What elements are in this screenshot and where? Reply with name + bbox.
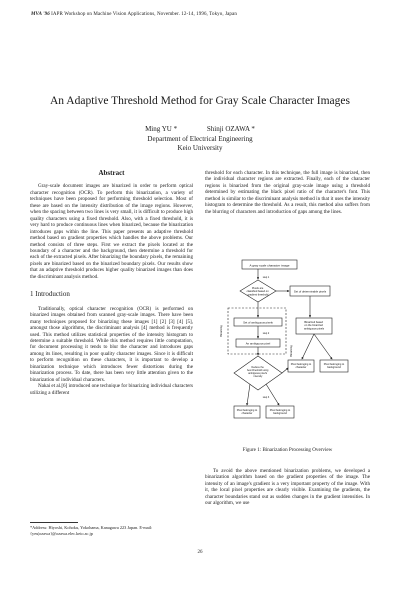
binarization-flowchart — [210, 256, 370, 441]
footnote-rule — [30, 522, 78, 523]
university: Keio University — [177, 144, 223, 152]
abstract-heading: Abstract — [98, 169, 125, 177]
flow-ambiguous-pixel-label: An ambiguous pixel — [245, 341, 271, 346]
paper-title: An Adaptive Threshold Method for Gray Scale Character Images — [50, 95, 350, 107]
introduction-heading: 1 Introduction — [30, 290, 70, 299]
flow-pixel-char-2: Pixel belonging to character — [236, 409, 258, 416]
left-column — [30, 170, 193, 396]
flow-pixel-bg-2: Pixel belonging to background — [269, 409, 291, 416]
right-paragraph-1: threshold for each character. In this technique, the full image is binarized, then the individual character regions are extracted. Finally, each of the character regions is binarized from the original gray-scale image using a threshold determined by estimating the black pixel ratio of the character's font. This method is similar to the discriminant analysis method in that it uses the intensity histogram to determine the threshold. As a result, this method also suffers from the blurring of characters and introduction of gaps among the lines. — [205, 170, 370, 215]
author-2: Shinji OZAWA * — [206, 125, 255, 133]
department: Department of Electrical Engineering — [147, 134, 253, 143]
flow-pixel-bg-1: Pixel belonging to background — [323, 363, 345, 370]
abstract-text: Gray-scale document images are binarized in order to perform optical character recognition (OCR). To perform this binarization, a variety of techniques have been proposed for performing threshold selection. Most of these are based on the intensity distribution of the image regions. However, when the spacing between two lines is very small, it is difficult to produce high quality characters using a fixed threshold. Also, with a fixed threshold, it is very hard to produce continuous lines when binarized, because the binarization introduces gaps within the line. This paper presents an adaptive threshold method based on gradient properties which handles the above problems. Our method consists of three steps. First we extract the pixels located at the boundary of a character and the background, then determine a threshold for each of the extracted pixels. After binarizing the boundary pixels, the remaining pixels are binarized based on the binarized boundary pixels. Our results show that an adaptive threshold produces higher quality binarized images than does the discriminant analysis method. — [30, 183, 193, 280]
flow-ambiguous-set-label: Set of ambiguous pixels — [243, 320, 273, 325]
intro-paragraph-2: Nakai et al.[6] introduced one technique for binarizing individual characters utilizing a different — [30, 383, 194, 396]
flow-classify-label: Pixels are classified based on gradient threshold — [246, 287, 269, 297]
flow-pixel-char-1: Pixel belonging to character — [290, 363, 312, 370]
footnote-block — [30, 522, 193, 536]
figure-caption: Figure 1: Binarization Processing Overview — [242, 447, 333, 453]
right-paragraph-2: To avoid the above mentioned binarization problems, we developed a binarization algorithm based on the gradient properties of the image. The intensity of an image's gradient is a very important property of the image. With it, the local pixel properties are clearly visible. Examining the gradients, the character boundaries stand out as sudden changes in the gradient intensities. In our algorithm, we use — [205, 468, 370, 507]
venue-short: MVA '96 — [31, 12, 50, 17]
flow-start-label: A gray scale character image — [249, 263, 290, 268]
flow-step2: step 2 — [262, 332, 270, 335]
page-number: 26 — [197, 550, 203, 555]
author-1: Ming YU * — [145, 125, 178, 133]
venue-long: IAPR Workshop on Machine Vision Applications, November. 12-14, 1996, Tokyo, Japan — [51, 12, 237, 17]
flow-deduce-label: Deduce the best threshold using ambiguous pixel's intensity — [246, 366, 269, 378]
intro-paragraph-1: Traditionally, optical character recognition (OCR) is performed on binarized images obtained from scanned gray-scale images. There have been many techniques proposed for binarizing these images [1] [2] [3] [4] [5], amongst those algorithms, the discriminant analysis [4] method is frequently used. This method utilizes statistical properties of the intensity histogram to determine a suitable threshold. While this method requires little computation, for document processing it tends to blur the character and introduces gaps among its lines, resulting in poor quality character images. Since it is difficult to perform recognition on these characters, it is important to develop a binarization technique which introduces fewer distortions during the binarization process. To date, there has been very little attention given to the binarization of individual characters. — [30, 305, 193, 383]
flow-step1: step 1 — [262, 276, 270, 279]
flow-determinable-label: Set of determinable pixels — [293, 289, 327, 294]
flow-step3: step 3 — [262, 396, 270, 399]
flow-side-label-1: Binarizing — [220, 325, 223, 337]
right-column-bottom — [205, 468, 370, 507]
author-block — [0, 125, 400, 154]
flow-side-label-2: Binarizing — [290, 345, 293, 357]
author-names — [0, 125, 400, 135]
right-column-top — [205, 170, 370, 215]
footnote-text: *Address: Hiyoshi, Kohoku, Yokohama, Kanagawa 223 Japan. E-mail: {yeu|ozawa}@ozawa.elec.keio.ac.jp — [30, 525, 153, 536]
flow-binarized-based-label: Binarized based on the binarized ambiguous pixels — [303, 321, 325, 331]
venue-header — [31, 12, 237, 17]
